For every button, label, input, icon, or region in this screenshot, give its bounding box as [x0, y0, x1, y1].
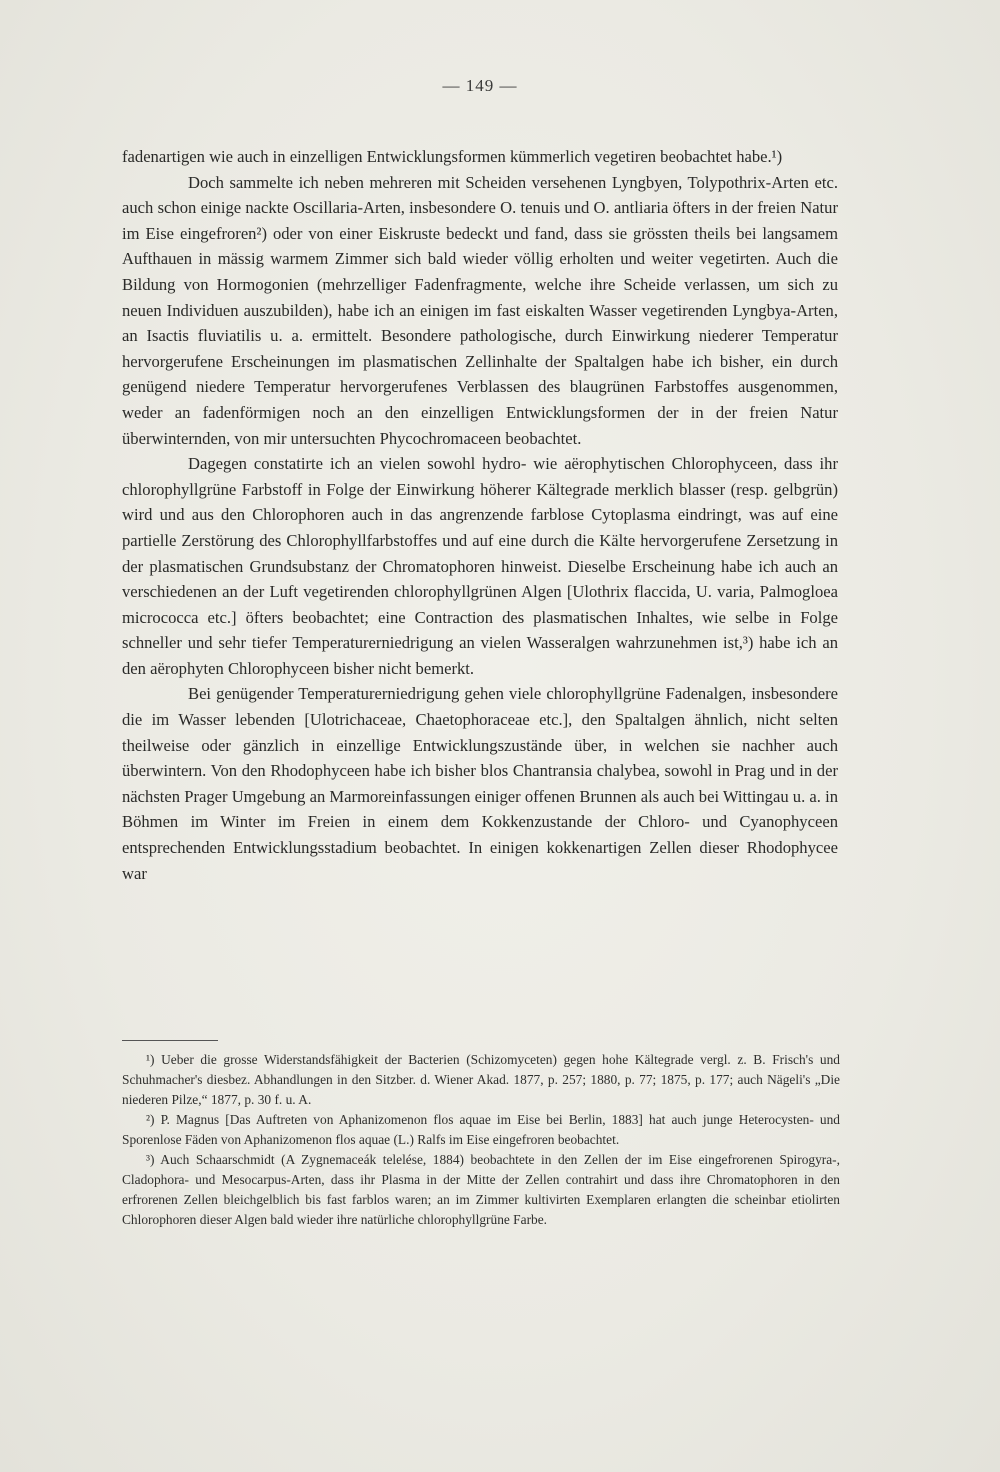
main-text: [122, 144, 838, 886]
footnotes: [122, 1050, 840, 1230]
footnote-2: ²) P. Magnus [Das Auftreten von Aphanizomenon flos aquae im Eise bei Berlin, 1883] hat auch junge Heterocysten- und Sporenlose Fäden von Aphanizomenon flos aquae (L.) Ralfs im Eise eingefroren beobachtet.: [122, 1112, 840, 1147]
paragraph: Dagegen constatirte ich an vielen sowohl hydro- wie aërophytischen Chlorophyceen, dass ihr chlorophyllgrüne Farbstoff in Folge der Einwirkung höherer Kältegrade merklich blasser (resp. gelbgrün) wird und aus den Chlorophoren auch in das angrenzende farblose Cytoplasma eindringt, was auf eine partielle Zerstörung des Chlorophyllfarbstoffes und auf eine durch die Kälte hervorgerufene Zersetzung in der plasmatischen Grundsubstanz der Chromatophoren hinweist. Dieselbe Erscheinung habe ich auch an verschiedenen an der Luft vegetirenden chlorophyllgrünen Algen [Ulothrix flaccida, U. varia, Palmogloea micrococca etc.] öfters beobachtet; eine Contraction des plasmatischen Inhaltes, wie selbe in Folge schneller und sehr tiefer Temperaturerniedrigung an vielen Wasseralgen wahrzunehmen ist,³) habe ich an den aërophyten Chlorophyceen bisher nicht bemerkt.: [122, 454, 838, 678]
footnote-1: ¹) Ueber die grosse Widerstandsfähigkeit der Bacterien (Schizomyceten) gegen hohe Kältegrade vergl. z. B. Frisch's und Schuhmacher's diesbez. Abhandlungen in den Sitzber. d. Wiener Akad. 1877, p. 257; 1880, p. 77; 1875, p. 177; auch Nägeli's „Die niederen Pilze,“ 1877, p. 30 f. u. A.: [122, 1052, 840, 1107]
paragraph: Bei genügender Temperaturerniedrigung gehen viele chlorophyllgrüne Fadenalgen, insbesondere die im Wasser lebenden [Ulotrichaceae, Chaetophoraceae etc.], den Spaltalgen ähnlich, nicht selten theilweise oder gänzlich in einzellige Entwicklungszustände über, in welchen sie nachher auch überwintern. Von den Rhodophyceen habe ich bisher blos Chantransia chalybea, sowohl in Prag und in der nächsten Prager Umgebung an Marmoreinfassungen einiger offenen Brunnen als auch bei Wittingau u. a. in Böhmen im Winter im Freien in einem dem Kokkenzustande der Chloro- und Cyanophyceen entsprechenden Entwicklungsstadium beobachtet. In einigen kokkenartigen Zellen dieser Rhodophycee war: [122, 684, 838, 883]
paragraph-continuation: fadenartigen wie auch in einzelligen Entwicklungsformen kümmerlich vegetiren beobachtet habe.¹): [122, 147, 783, 166]
paragraph: Doch sammelte ich neben mehreren mit Scheiden versehenen Lyngbyen, Tolypothrix-Arten etc. auch schon einige nackte Oscillaria-Arten, insbesondere O. tenuis und O. antliaria öfters in der freien Natur im Eise eingefroren²) oder von einer Eiskruste bedeckt und fand, dass sie grössten theils bei langsamem Aufthauen in mässig warmem Zimmer sich bald wieder völlig erholten und weiter vegetirten. Auch die Bildung von Hormogonien (mehrzelliger Fadenfragmente, welche ihre Scheide verlassen, um sich zu neuen Individuen auszubilden), habe ich an einigen im fast eiskalten Wasser vegetirenden Lyngbya-Arten, an Isactis fluviatilis u. a. ermittelt. Besondere pathologische, durch Einwirkung niederer Temperatur hervorgerufene Erscheinungen im plasmatischen Zellinhalte der Spaltalgen habe ich bisher, ein durch genügend niedere Temperatur hervorgerufenes Verblassen des blaugrünen Farbstoffes ausgenommen, weder an fadenförmigen noch an den einzelligen Entwicklungsformen der in der freien Natur überwinternden, von mir untersuchten Phycochromaceen beobachtet.: [122, 172, 838, 448]
footnote-divider: [122, 1040, 218, 1041]
page-number: — 149 —: [442, 76, 518, 95]
footnote-3: ³) Auch Schaarschmidt (A Zygnemaceák telelése, 1884) beobachtete in den Zellen der im Eise eingefrorenen Spirogyra-, Cladophora- und Mesocarpus-Arten, dass ihr Plasma in der Mitte der Zellen contrahirt und dass ihre Chromatophoren in den erfrorenen Zellen bleichgelblich bis fast farblos waren; an im Zimmer kultivirten Exemplaren erlangten die scheinbar etiolirten Chlorophoren dieser Algen bald wieder ihre natürliche chlorophyllgrüne Farbe.: [122, 1152, 840, 1227]
